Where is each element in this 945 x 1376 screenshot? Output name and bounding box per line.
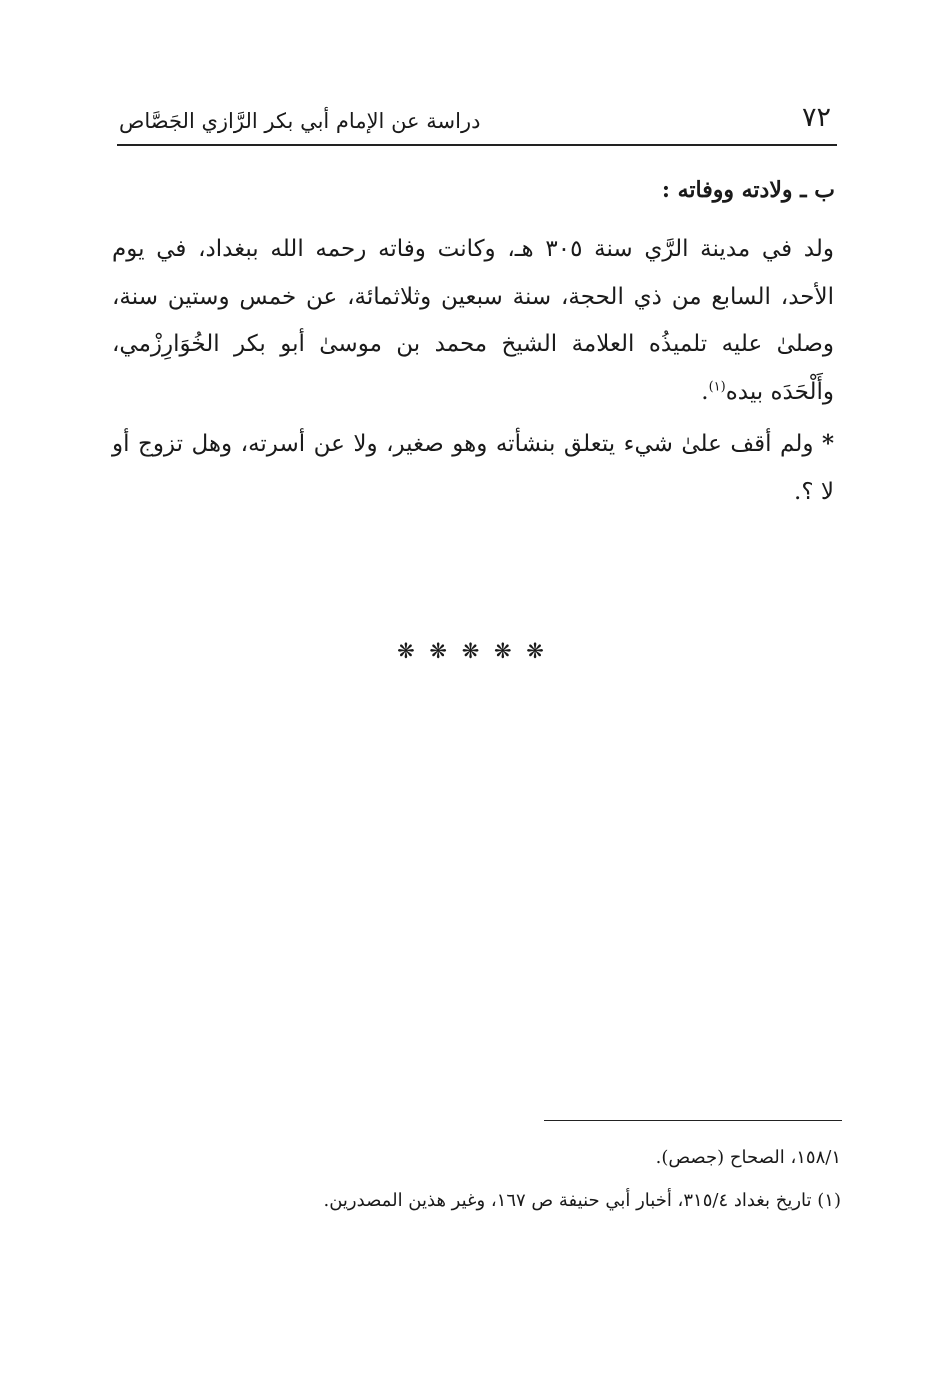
footnote-divider — [544, 1120, 842, 1121]
paragraph-end-mark: . — [701, 378, 709, 405]
section-separator: ❋ ❋ ❋ ❋ ❋ — [397, 639, 548, 663]
page-number: ٧٢ — [801, 102, 831, 133]
asterisk-icon: * — [821, 430, 835, 457]
paragraph-birth-death — [112, 226, 834, 416]
page-header — [117, 96, 837, 146]
footnote-1: (١) تاريخ بغداد ٣١٥/٤، أخبار أبي حنيفة ص ١٦٧، وغير هذين المصدرين. — [323, 1190, 841, 1211]
footnote-reference[interactable]: (١) — [708, 378, 726, 394]
section-heading: ب ـ ولادته ووفاته : — [661, 177, 835, 203]
paragraph-text: ولم أقف علىٰ شيء يتعلق بنشأته وهو صغير، ولا عن أسرته، وهل تزوج أو لا ؟. — [112, 431, 834, 505]
paragraph-upbringing — [112, 420, 834, 516]
footnote-continued: ١٥٨/١، الصحاح (جصص). — [655, 1147, 841, 1168]
paragraph-text: ولد في مدينة الرَّي سنة ٣٠٥ هـ، وكانت وفاته رحمه الله ببغداد، في يوم الأحد، السابع من ذي الحجة، سنة سبعين وثلاثمائة، عن خمس وستين سنة، وصلىٰ عليه تلميذُه العلامة الشيخ محمد بن موسىٰ أبو بكر الخُوَارِزْمي، وأَلْحَدَه بيده — [112, 236, 834, 405]
running-title: دراسة عن الإمام أبي بكر الرَّازي الجَصَّاص — [119, 109, 481, 133]
